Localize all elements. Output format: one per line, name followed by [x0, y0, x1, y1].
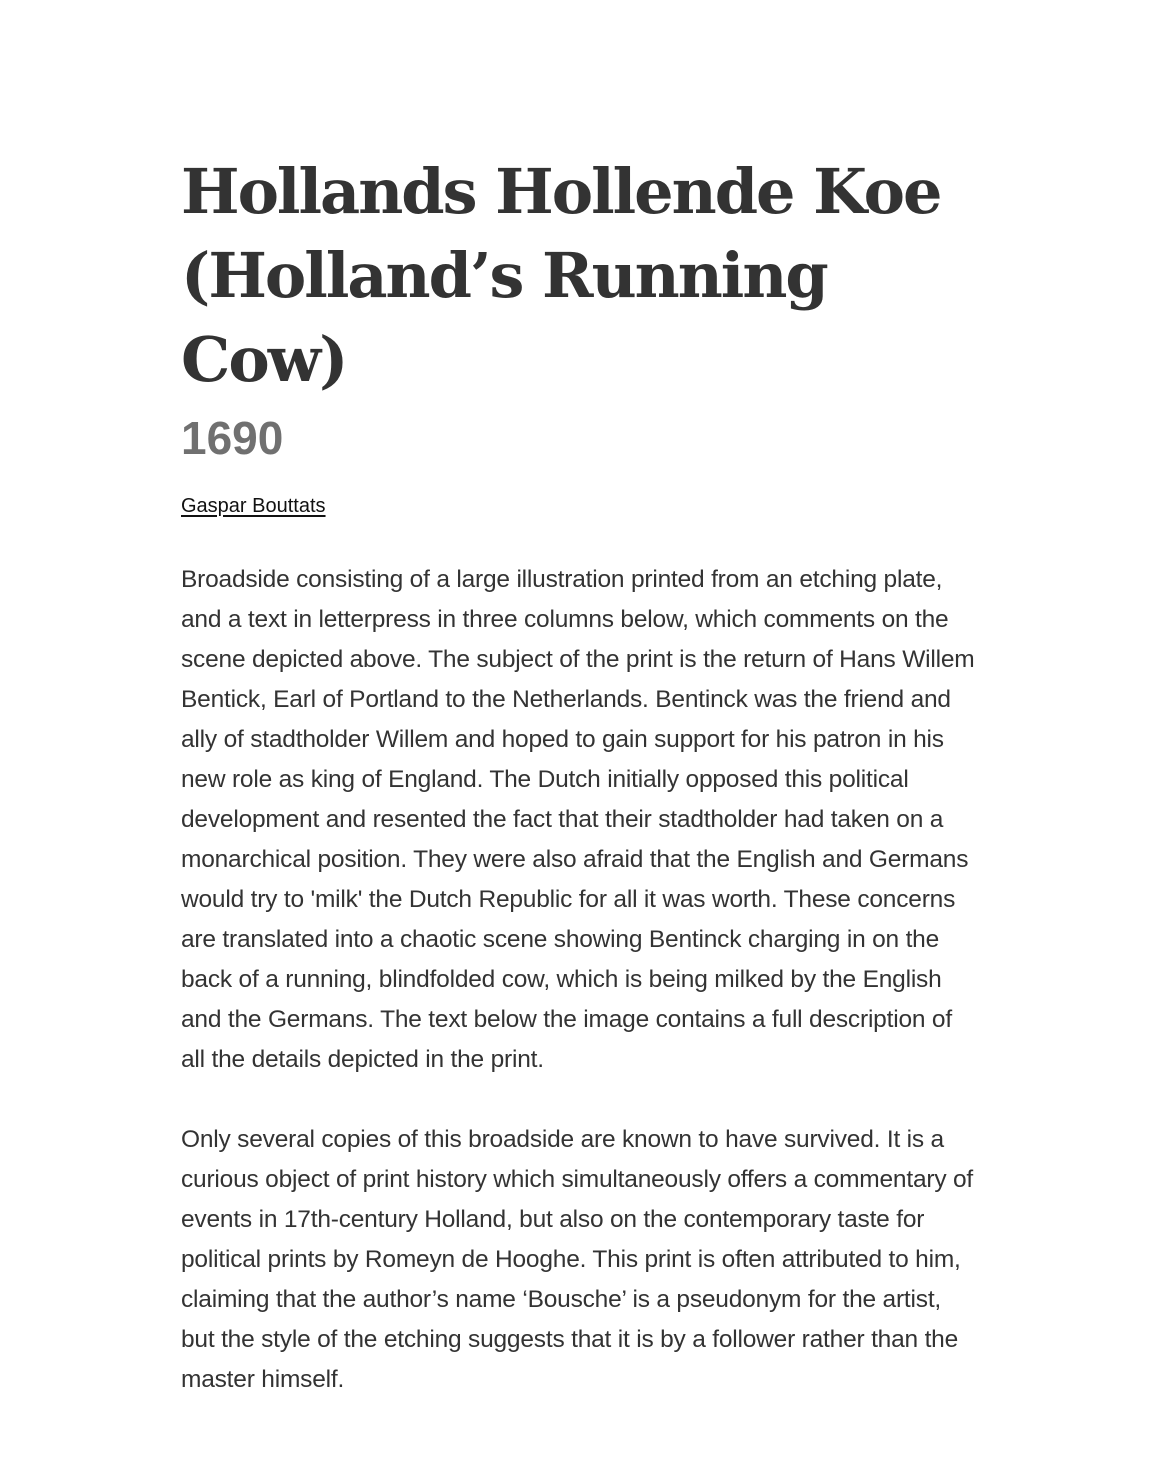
- artwork-description: [181, 560, 981, 1400]
- description-paragraph-2: Only several copies of this broadside are known to have survived. It is a curious object of print history which simultaneously offers a commentary of events in 17th-century Holland, but also on the contemporary taste for political prints by Romeyn de Hooghe. This print is often attributed to him, claiming that the author’s name ‘Bousche’ is a pseudonym for the artist, but the style of the etching suggests that it is by a follower rather than the master himself.: [181, 1126, 974, 1393]
- artwork-detail: [181, 150, 981, 1440]
- artist-link[interactable]: Gaspar Bouttats: [181, 495, 326, 517]
- artwork-title: Hollands Hollende Koe (Holland’s Running Cow): [181, 155, 941, 396]
- artwork-date: 1690: [181, 412, 284, 464]
- description-paragraph-1: Broadside consisting of a large illustration printed from an etching plate, and a text in letterpress in three columns below, which comments on the scene depicted above. The subject of the print is the return of Hans Willem Bentick, Earl of Portland to the Netherlands. Bentinck was the friend and ally of stadtholder Willem and hoped to gain support for his patron in his new role as king of England. The Dutch initially opposed this political development and resented the fact that their stadtholder had taken on a monarchical position. They were also afraid that the English and Germans would try to 'milk' the Dutch Republic for all it was worth. These concerns are translated into a chaotic scene showing Bentinck charging in on the back of a running, blindfolded cow, which is being milked by the English and the Germans. The text below the image contains a full description of all the details depicted in the print.: [181, 566, 975, 1073]
